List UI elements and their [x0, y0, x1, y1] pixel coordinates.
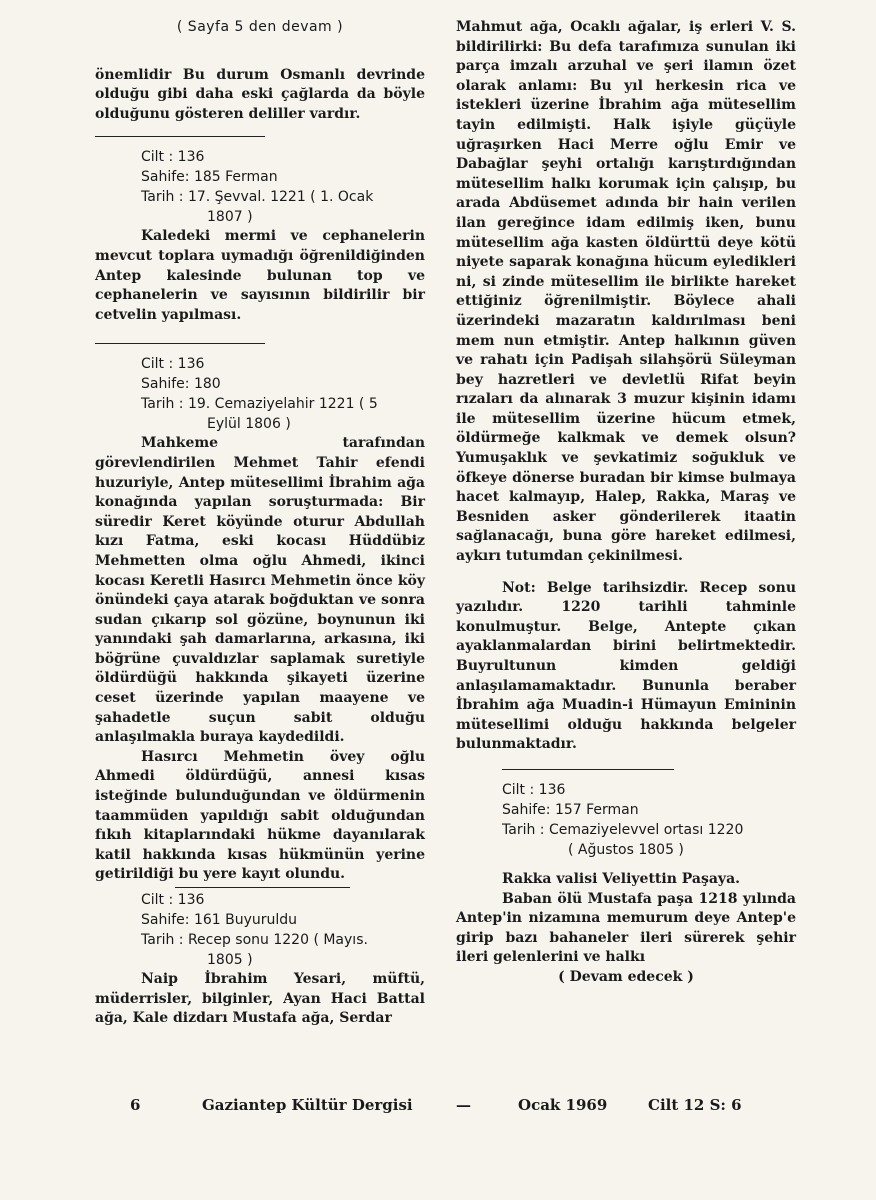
entry1-meta — [95, 147, 425, 227]
entry1-tarih: Tarih : 17. Şevval. 1221 ( 1. Ocak — [141, 189, 374, 206]
entry2-meta — [95, 354, 425, 434]
journal-name: Gaziantep Kültür Dergisi — [202, 1096, 413, 1114]
entry4-meta — [456, 780, 796, 860]
entry4-sahife: Sahife: 157 Ferman — [502, 801, 639, 818]
divider — [95, 136, 265, 137]
footer-dash: — — [456, 1096, 471, 1114]
entry1-body: Kaledeki mermi ve cephanelerin mevcut toplara uymadığı öğrenildiğinden Antep kalesinde bulunan top ve cephanelerin ve sayısının bildirilir bir cetvelin yapılması. — [95, 228, 425, 323]
entry2-cilt: Cilt : 136 — [141, 356, 205, 373]
issue-date: Ocak 1969 — [518, 1096, 608, 1114]
intro-paragraph: önemlidir Bu durum Osmanlı devrinde olduğu gibi daha eski çağlarda da böyle olduğunu gösteren deliller vardır. — [95, 66, 425, 122]
entry3-cilt: Cilt : 136 — [141, 892, 205, 908]
entry1-cilt: Cilt : 136 — [141, 149, 205, 166]
divider — [175, 887, 350, 888]
entry4-tarih-cont: ( Ağustos 1805 ) — [568, 841, 684, 858]
left-column — [95, 18, 425, 1029]
entry3-tarih: Tarih : Recep sonu 1220 ( Mayıs. — [141, 932, 368, 948]
continuation-header: ( Sayfa 5 den devam ) — [176, 19, 344, 35]
entry4-body1: Rakka valisi Veliyettin Paşaya. — [502, 870, 741, 887]
volume-issue: Cilt 12 S: 6 — [648, 1096, 742, 1114]
right-column — [456, 18, 796, 988]
entry4-body2: Baban ölü Mustafa paşa 1218 yılında Antep'in nizamına memurum deye Antep'e girip bazı bahaneler ileri sürerek şehir ileri gelenlerini ve halkı — [456, 890, 796, 966]
entry1-sahife: Sahife: 185 Ferman — [141, 169, 278, 186]
entry2-sahife: Sahife: 180 — [141, 376, 221, 393]
right-body: Mahmut ağa, Ocaklı ağalar, iş erleri V. S. bildirilirki: Bu defa tarafımıza sunulan iki parça imzalı arzuhal ve şeri ilamın özet olarak anlamı: Bu yıl herkesin rica ve istekleri üzerine İbrahim ağa mütesellim tayin edilmişti. Halk işiyle güçüyle uğraşırken Haci Merre oğlu Emir ve Dabağlar şeyhi ortalığı karıştırdığından mütesellim halkı korumak için çalışıp, bu arada Abdüsemet adında bir hain verilen ilan gereğince idam edilmiş iken, bunu mütesellim ağa kasten öldürttü deye kötü niyete saparak konağına hücum eyledikleri ni, si zinde mütesellim ile birlikte hareket ettiğiniz öğrenilmiştir. Böylece ahali üzerindeki mazaratın kaldırılması beni mem nun etmiştir. Antep halkının güven ve rahatı için Padişah silahşörü Süleyman bey hazretleri ve devletlü Rifat beyin rızaları da alınarak 3 muzur kişinin idamı ile mütesellim üzerine hücum etmek, öldürmeğe kalkmak ve demek olsun? Yumuşaklık ve şevkatimiz soğukluk ve öfkeye dönerse buradan bir kimse bulmaya hacet kalmayıp, Halep, Rakka, Maraş ve Besniden asker gönderilerek itaatin sağlanacağı, buna göre hareket edilmesi, aykırı tutumdan çekinilmesi. — [456, 19, 796, 565]
divider — [502, 769, 674, 770]
entry3-sahife: Sahife: 161 Buyuruldu — [141, 912, 298, 928]
page-number: 6 — [130, 1096, 141, 1114]
entry2-body2: Hasırcı Mehmetin övey oğlu Ahmedi öldürdüğü, annesi kısas isteğinde bulunduğundan ve öldürmenin taammüden yapıldığı sabit olduğundan fıkıh kitaplarındaki hükme dayanılarak katil hakkında kısas hükmünün yerine getirildiği bu yere kayıt olundu. — [95, 748, 425, 883]
entry3-tarih-cont: 1805 ) — [207, 952, 253, 968]
entry2-tarih-cont: Eylül 1806 ) — [207, 416, 291, 433]
divider — [95, 343, 265, 344]
entry2-tarih: Tarih : 19. Cemaziyelahir 1221 ( 5 — [141, 396, 378, 413]
entry2-body1: Mahkeme tarafından görevlendirilen Mehmet Tahir efendi huzuriyle, Antep mütesellimi İbrahim ağa konağında yapılan soruşturmada: Bir süredir Keret köyünde oturur Abdullah kızı Fatma, eski kocası Hüddübiz Mehmetten olma oğlu Ahmedi, ikinci kocası Keretli Hasırcı Mehmetin önce köy önündeki çaya atarak boğduktan ve sonra sudan çıkarıp sol gözüne, boynunun iki yanındaki şah damarlarına, arkasına, iki böğrüne çuvaldızlar saplamak suretiyle öldürdüğü hakkında şikayeti üzerine ceset üzerinde yapılan maayene ve şahadetle suçun sabit olduğu anlaşılmakla buraya kaydedildi. — [95, 435, 425, 746]
note-paragraph: Not: Belge tarihsizdir. Recep sonu yazılıdır. 1220 tarihli tahminle konulmuştur. Belge, Antepte çıkan ayaklanmalardan birini belirtmektedir. Buyrultunun kimden geldiği anlaşılamamaktadır. Bununla beraber İbrahim ağa Muadin-i Hümayun Emininin mütesellimi olduğu hakkında belgeler bulunmaktadır. — [456, 579, 796, 753]
entry1-tarih-cont: 1807 ) — [207, 209, 253, 226]
continues-note: ( Devam edecek ) — [558, 968, 694, 985]
entry3-meta — [95, 890, 425, 970]
entry4-cilt: Cilt : 136 — [502, 781, 566, 798]
entry3-body: Naip İbrahim Yesari, müftü, müderrisler, bilginler, Ayan Haci Battal ağa, Kale dizdarı Mustafa ağa, Serdar — [95, 971, 425, 1027]
entry4-tarih: Tarih : Cemaziyelevvel ortası 1220 — [502, 821, 744, 838]
